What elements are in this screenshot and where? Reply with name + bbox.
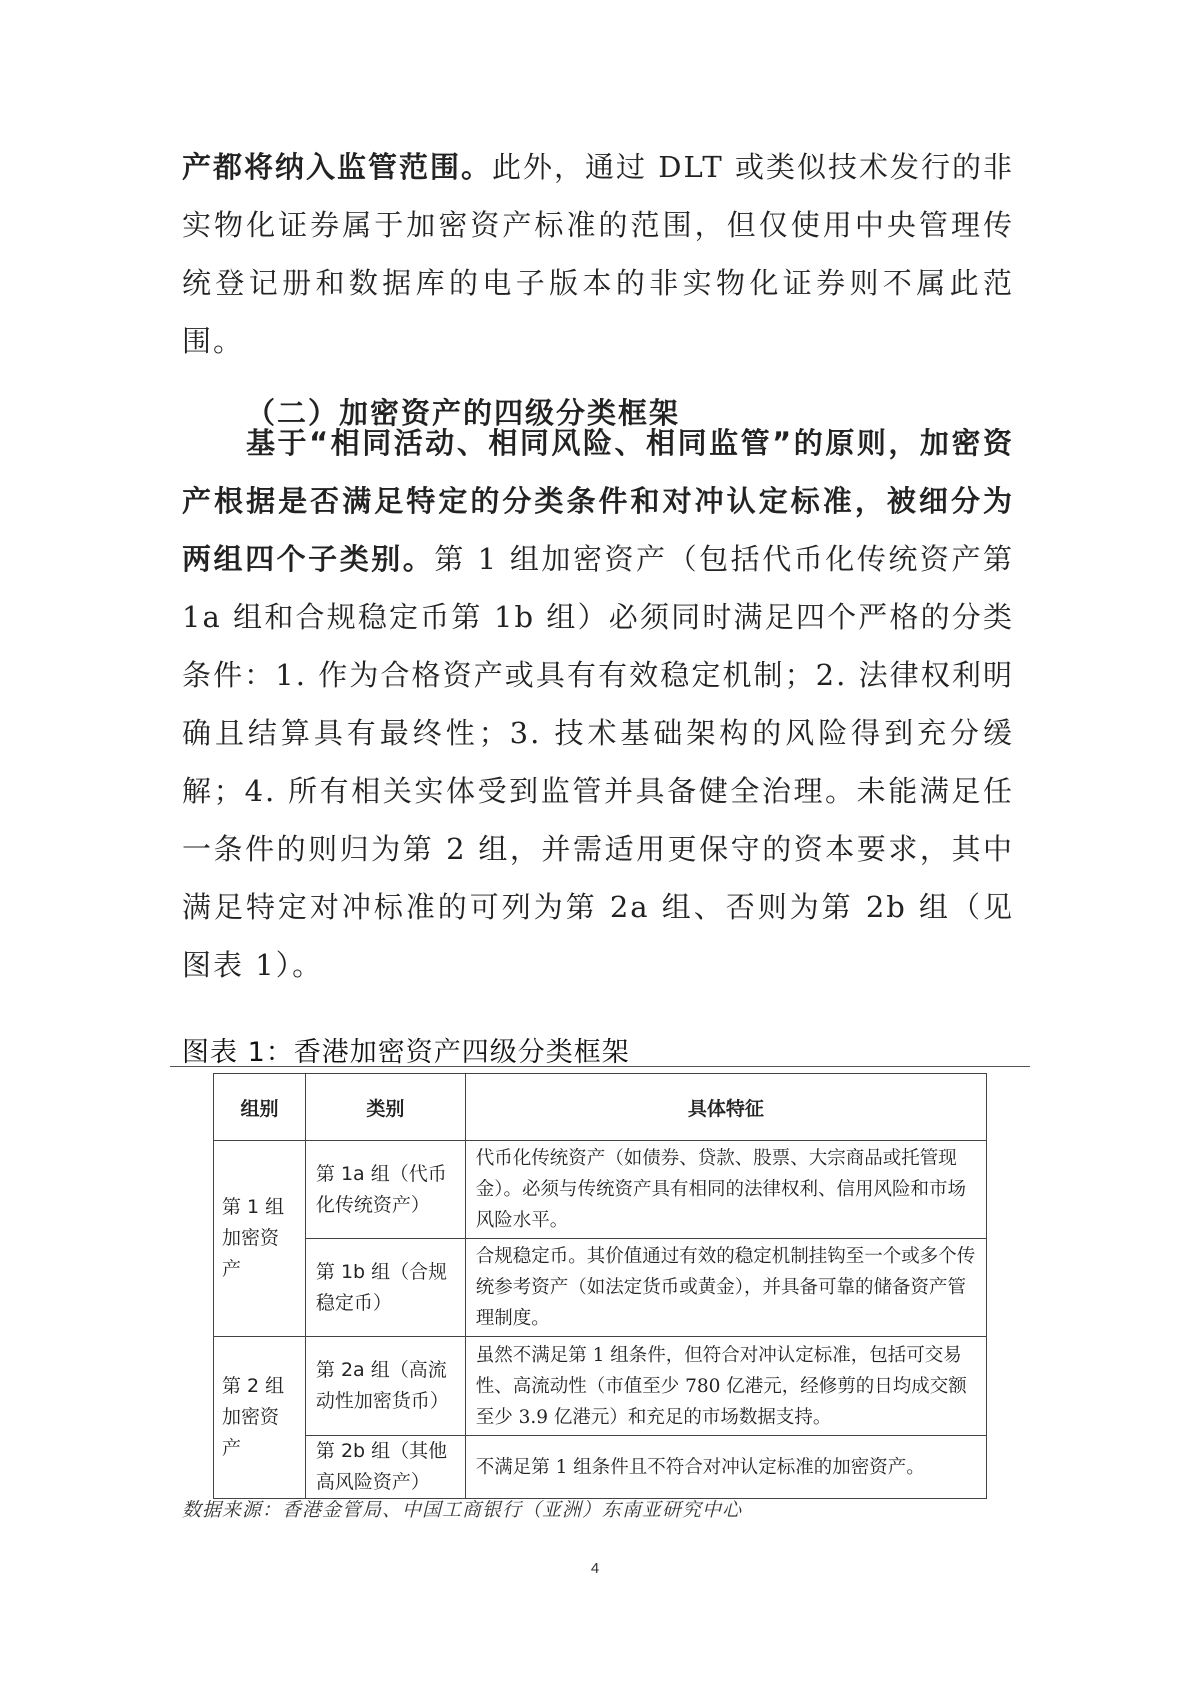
caption-divider — [170, 1066, 1030, 1067]
table-row — [214, 1337, 987, 1436]
paragraph-1 — [182, 138, 1014, 370]
category-cell: 第 2b 组（其他高风险资产） — [305, 1436, 465, 1499]
category-cell: 第 1b 组（合规稳定币） — [305, 1239, 465, 1337]
table-row — [214, 1141, 987, 1239]
section-heading: （二）加密资产的四级分类框架 — [246, 396, 681, 430]
paragraph-2-text: 第 1 组加密资产（包括代币化传统资产第 1a 组和合规稳定币第 1b 组）必须同时满足四个严格的分类条件：1. 作为合格资产或具有有效稳定机制；2. 法律权利明确且结算具有最终性；3. 技术基础架构的风险得到充分缓解；4. 所有相关实体受到监管并具备健全治理。未能满足任一条件的则归为第 2 组，并需适用更保守的资本要求，其中满足特定对冲标准的可列为第 2a 组、否则为第 2b 组（见图表 1）。 — [182, 542, 1014, 982]
figure-caption: 图表 1：香港加密资产四级分类框架 — [182, 1037, 630, 1068]
classification-table — [213, 1073, 987, 1499]
paragraph-1-bold-lead: 产都将纳入监管范围。 — [182, 150, 493, 184]
header-features: 具体特征 — [465, 1074, 986, 1141]
paragraph-2 — [182, 414, 1014, 994]
description-cell: 不满足第 1 组条件且不符合对冲认定标准的加密资产。 — [465, 1436, 986, 1499]
table-row — [214, 1239, 987, 1337]
table-row — [214, 1436, 987, 1499]
category-cell: 第 2a 组（高流动性加密货币） — [305, 1337, 465, 1436]
category-cell: 第 1a 组（代币化传统资产） — [305, 1141, 465, 1239]
description-cell: 虽然不满足第 1 组条件，但符合对冲认定标准，包括可交易性、高流动性（市值至少 780 亿港元，经修剪的日均成交额至少 3.9 亿港元）和充足的市场数据支持。 — [465, 1337, 986, 1436]
group-cell: 第 2 组加密资产 — [214, 1337, 306, 1499]
table-header-row — [214, 1074, 987, 1141]
group-cell: 第 1 组加密资产 — [214, 1141, 306, 1337]
page-number: 4 — [590, 1560, 600, 1577]
data-source-note: 数据来源：香港金管局、中国工商银行（亚洲）东南亚研究中心 — [182, 1499, 743, 1521]
description-cell: 合规稳定币。其价值通过有效的稳定机制挂钩至一个或多个传统参考资产（如法定货币或黄金），并具备可靠的储备资产管理制度。 — [465, 1239, 986, 1337]
paragraph-2-bold-lead: 基于“相同活动、相同风险、相同监管”的原则，加密资产根据是否满足特定的分类条件和对冲认定标准，被细分为两组四个子类别。 — [182, 426, 1014, 576]
header-group: 组别 — [214, 1074, 306, 1141]
paragraph-1-text: 此外，通过 DLT 或类似技术发行的非实物化证券属于加密资产标准的范围，但仅使用中央管理传统登记册和数据库的电子版本的非实物化证券则不属此范围。 — [182, 150, 1014, 358]
header-category: 类别 — [305, 1074, 465, 1141]
description-cell: 代币化传统资产（如债券、贷款、股票、大宗商品或托管现金）。必须与传统资产具有相同的法律权利、信用风险和市场风险水平。 — [465, 1141, 986, 1239]
